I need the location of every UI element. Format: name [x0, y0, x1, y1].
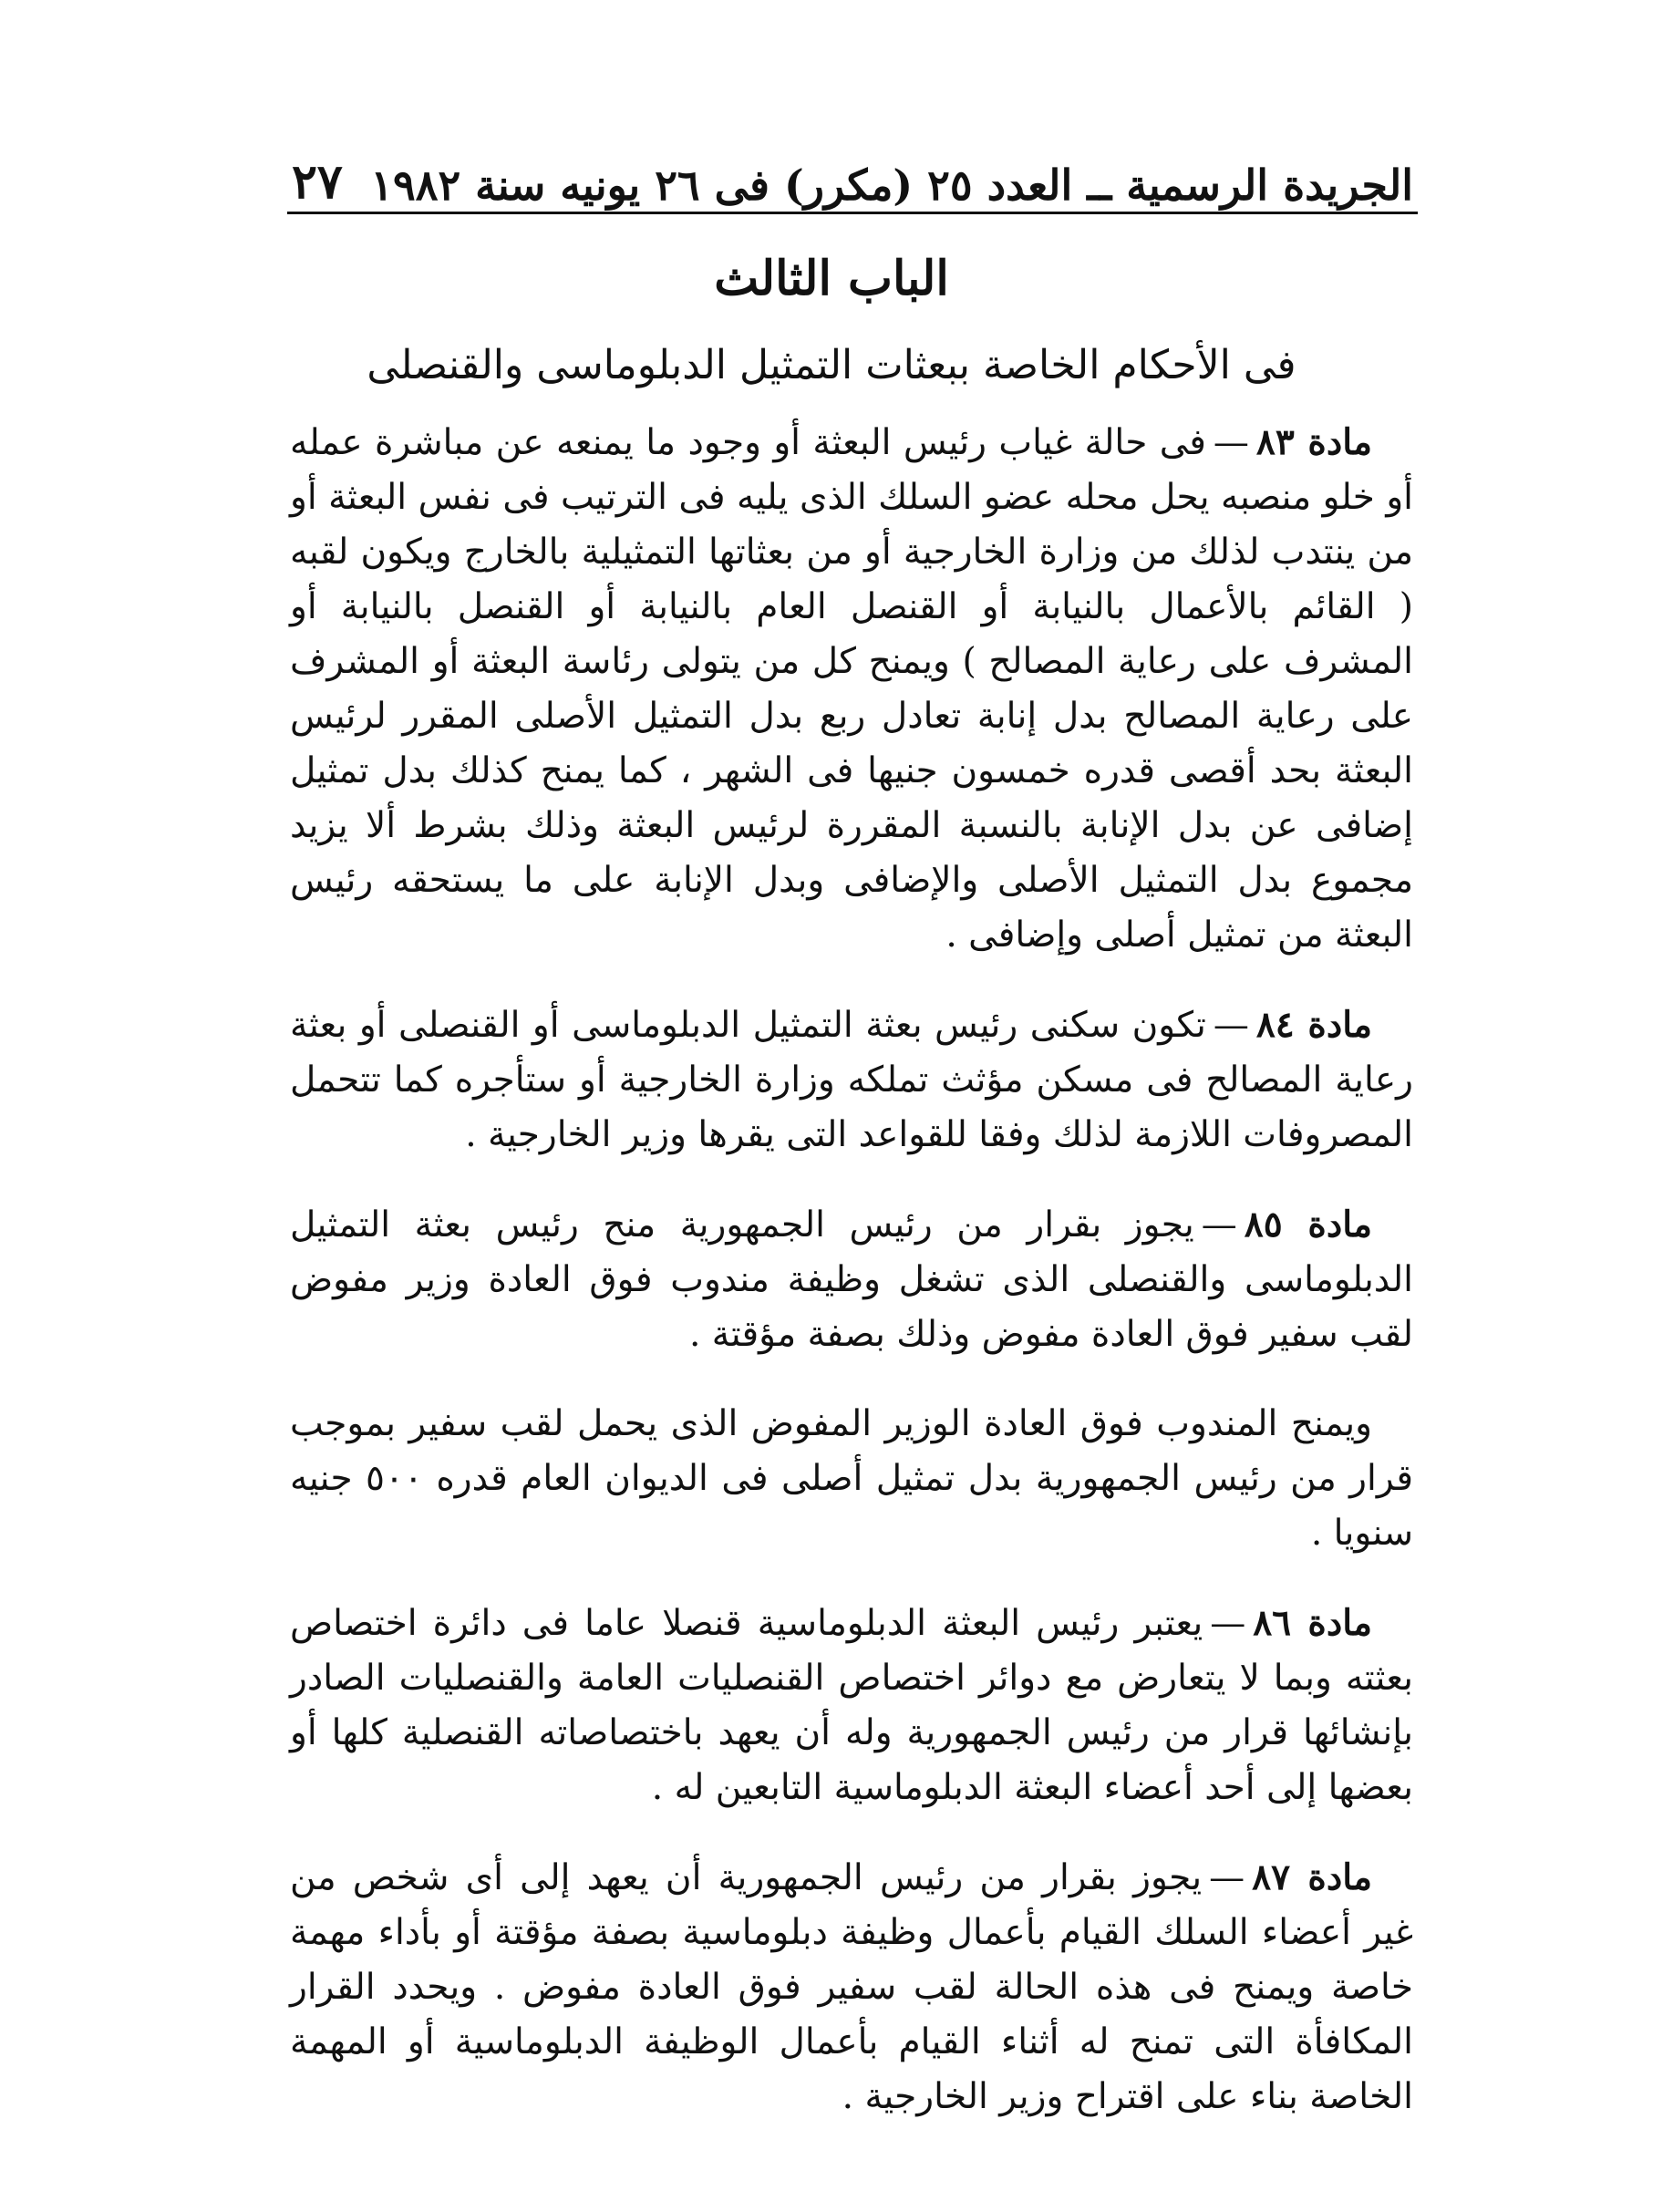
document-body	[290, 415, 1413, 2159]
article-label: مادة ٨٧	[1252, 1856, 1372, 1898]
article-text: ويمنح المندوب فوق العادة الوزير المفوض الذى يحمل لقب سفير بموجب قرار من رئيس الجمهورية بدل تمثيل أصلى فى الديوان العام قدره ٥٠٠ جنيه سنويا .	[290, 1403, 1413, 1554]
article-83	[290, 415, 1413, 963]
article-dash: —	[1201, 1204, 1237, 1246]
header-title: الجريدة الرسمية ــ العدد ٢٥ (مكرر) فى ٢٦ يونيه سنة ١٩٨٢	[370, 160, 1413, 210]
article-label: مادة ٨٦	[1253, 1602, 1372, 1644]
article-dash: —	[1210, 1603, 1246, 1644]
article-text: يجوز بقرار من رئيس الجمهورية أن يعهد إلى أى شخص من غير أعضاء السلك القيام بأعمال وظيفة دبلوماسية بصفة مؤقتة أو بأداء مهمة خاصة ويمنح فى هذه الحالة لقب سفير فوق العادة مفوض . ويحدد القرار المكافأة التى تمنح له أثناء القيام بأعمال الوظيفة الدبلوماسية أو المهمة الخاصة بناء على اقتراح وزير الخارجية .	[290, 1857, 1413, 2117]
article-label: مادة ٨٥	[1244, 1204, 1372, 1246]
article-86	[290, 1596, 1413, 1815]
article-85-paragraph-2	[290, 1397, 1413, 1561]
article-label: مادة ٨٤	[1255, 1004, 1373, 1046]
article-84	[290, 997, 1413, 1163]
article-text: يعتبر رئيس البعثة الدبلوماسية قنصلا عاما فى دائرة اختصاص بعثته وبما لا يتعارض مع دوائر اختصاص القنصليات العامة والقنصليات الصادر بإنشائها قرار من رئيس الجمهورية وله أن يعهد باختصاصاته القنصلية كلها أو بعضها إلى أحد أعضاء البعثة الدبلوماسية التابعين له .	[290, 1603, 1413, 1808]
article-87	[290, 1850, 1413, 2124]
article-text: فى حالة غياب رئيس البعثة أو وجود ما يمنعه عن مباشرة عمله أو خلو منصبه يحل محله عضو السلك الذى يليه فى الترتيب فى نفس البعثة أو من ينتدب لذلك من وزارة الخارجية أو من بعثاتها التمثيلية بالخارج ويكون لقبه ( القائم بالأعمال بالنيابة أو القنصل العام بالنيابة أو القنصل بالنيابة أو المشرف على رعاية المصالح ) ويمنح كل من يتولى رئاسة البعثة أو المشرف على رعاية المصالح بدل إنابة تعادل ربع بدل التمثيل الأصلى المقرر لرئيس البعثة بحد أقصى قدره خمسون جنيها فى الشهر ، كما يمنح كذلك بدل تمثيل إضافى عن بدل الإنابة بالنسبة المقررة لرئيس البعثة وذلك بشرط ألا يزيد مجموع بدل التمثيل الأصلى والإضافى وبدل الإنابة على ما يستحقه رئيس البعثة من تمثيل أصلى وإضافى .	[290, 422, 1413, 956]
header-divider	[287, 212, 1418, 214]
page-number: ٢٧	[292, 154, 343, 210]
article-85	[290, 1197, 1413, 1362]
article-dash: —	[1209, 1857, 1245, 1898]
article-dash: —	[1213, 422, 1249, 463]
article-label: مادة ٨٣	[1255, 421, 1372, 463]
article-dash: —	[1213, 1005, 1249, 1046]
article-text: يجوز بقرار من رئيس الجمهورية منح رئيس بعثة التمثيل الدبلوماسى والقنصلى الذى تشغل وظيفة مندوب فوق العادة وزير مفوض لقب سفير فوق العادة مفوض وذلك بصفة مؤقتة .	[290, 1204, 1413, 1355]
chapter-subtitle: فى الأحكام الخاصة ببعثات التمثيل الدبلوماسى والقنصلى	[367, 342, 1296, 388]
page-header	[292, 137, 1413, 210]
chapter-title: الباب الثالث	[714, 251, 949, 306]
article-text: تكون سكنى رئيس بعثة التمثيل الدبلوماسى أو القنصلى أو بعثة رعاية المصالح فى مسكن مؤثث تملكه وزارة الخارجية أو ستأجره كما تتحمل المصروفات اللازمة لذلك وفقا للقواعد التى يقرها وزير الخارجية .	[290, 1005, 1413, 1155]
